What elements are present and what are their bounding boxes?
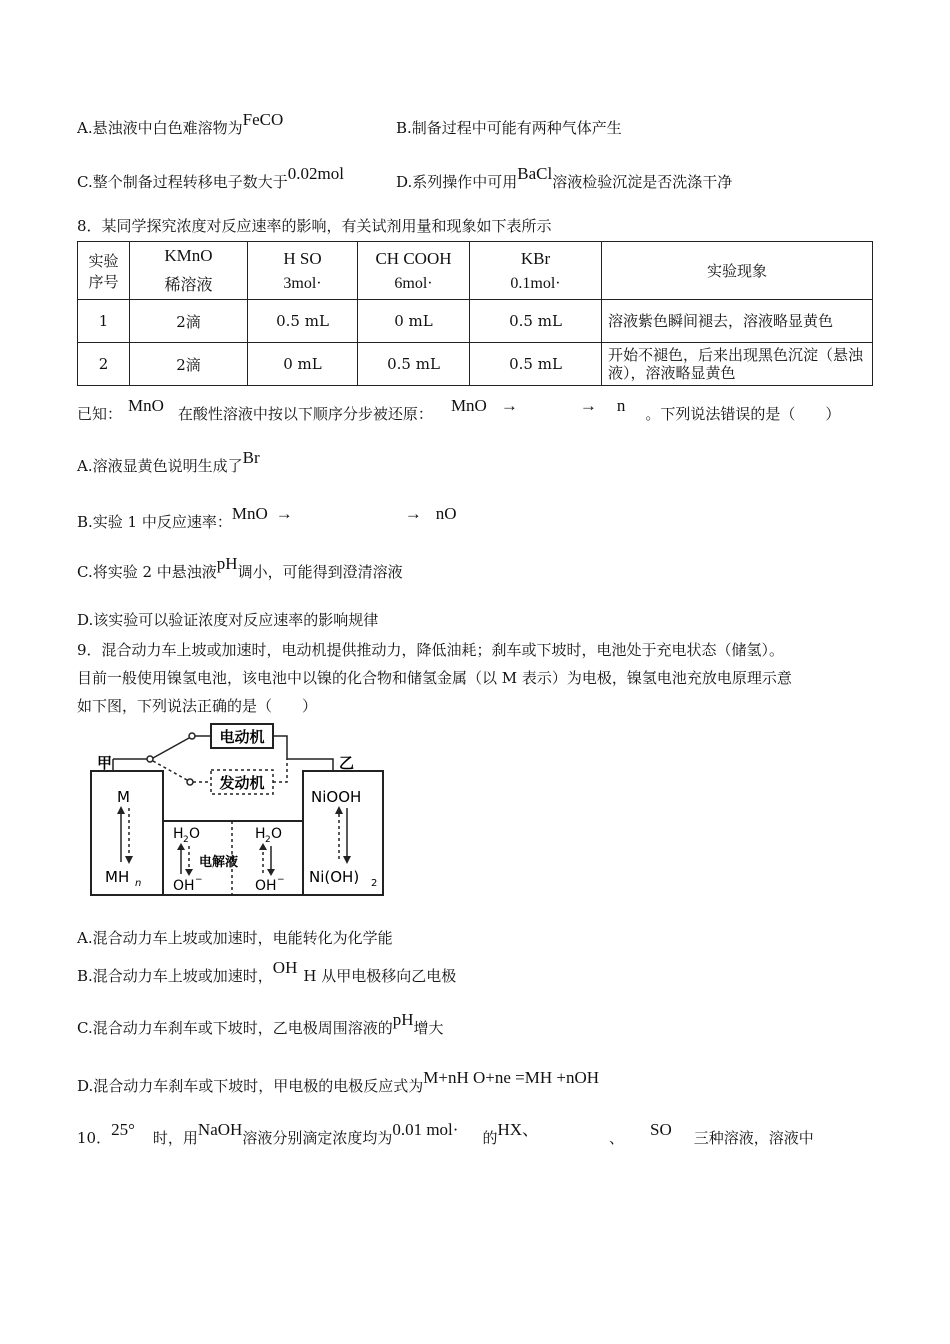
svg-text:NiOOH: NiOOH [311, 788, 362, 806]
svg-text:电解液: 电解液 [199, 855, 239, 870]
q8-known: 已知： MnO 在酸性溶液中按以下顺序分步被还原： MnO → → n 。下列说法错误的是（ ） [77, 396, 841, 423]
svg-text:2: 2 [183, 835, 189, 845]
q9-option-c: C.混合动力车刹车或下坡时，乙电极周围溶液的pH增大 [77, 1010, 444, 1037]
q7-option-d: D.系列操作中可用BaCl溶液检验沉淀是否洗涤干净 [396, 164, 733, 191]
header-cell: 实验现象 [602, 242, 873, 300]
header-cell: KMnO 稀溶液 [130, 242, 248, 300]
svg-text:OH: OH [173, 878, 195, 894]
q10-stem: 10．25° 时，用NaOH溶液分别滴定浓度均为0.01 mol· 的HX、 、 SO 三种溶液，溶液中 [77, 1120, 814, 1147]
svg-text:−: − [195, 875, 203, 885]
svg-text:乙: 乙 [339, 754, 355, 772]
formula: 0.02mol [287, 164, 344, 183]
q9-option-b: B.混合动力车上坡或加速时，OH H 从甲电极移向乙电极 [77, 958, 457, 985]
header-cell: CH COOH 6mol· [358, 242, 470, 300]
q9-stem-1: 9．混合动力车上坡或加速时，电动机提供推动力，降低油耗；刹车或下坡时，电池处于充电状态（储氢）。 [77, 641, 785, 659]
q8-option-d: D.该实验可以验证浓度对反应速率的影响规律 [77, 611, 379, 629]
svg-text:O: O [189, 826, 201, 842]
svg-text:H: H [173, 826, 184, 842]
header-cell: H SO 3mol· [248, 242, 358, 300]
svg-text:M: M [117, 788, 130, 806]
battery-diagram [77, 722, 397, 897]
svg-text:H: H [255, 826, 266, 842]
svg-text:2: 2 [371, 878, 378, 889]
svg-text:n: n [135, 878, 142, 889]
q9-stem-3: 如下图，下列说法正确的是（ ） [77, 697, 318, 715]
q8-option-a: A.溶液显黄色说明生成了Br [77, 448, 260, 475]
svg-text:−: − [277, 875, 285, 885]
q7-option-b: B.制备过程中可能有两种气体产生 [396, 119, 622, 137]
q9-option-d: D.混合动力车刹车或下坡时，甲电极的电极反应式为M+nH O+ne =MH +nOH [77, 1068, 600, 1095]
q7-option-c: C.整个制备过程转移电子数大于0.02mol [77, 164, 344, 191]
formula: BaCl [517, 164, 553, 183]
table-header-row [78, 242, 873, 300]
experiment-table [77, 241, 873, 386]
q7-option-a: A.悬浊液中白色难溶物为FeCO [77, 110, 284, 137]
table-row: 2 2滴 0 mL 0.5 mL 0.5 mL 开始不褪色，后来出现黑色沉淀（悬浊液），溶液略显黄色 [78, 343, 873, 386]
q8-option-c: C.将实验 2 中悬浊液pH调小，可能得到澄清溶液 [77, 554, 403, 581]
svg-text:O: O [271, 826, 283, 842]
q9-option-a: A.混合动力车上坡或加速时，电能转化为化学能 [77, 929, 393, 947]
header-cell: KBr 0.1mol· [470, 242, 602, 300]
svg-text:2: 2 [265, 835, 271, 845]
svg-text:甲: 甲 [97, 754, 113, 772]
svg-text:发动机: 发动机 [219, 774, 265, 792]
formula: FeCO [242, 110, 284, 129]
table-row: 1 2滴 0.5 mL 0 mL 0.5 mL 溶液紫色瞬间褪去，溶液略显黄色 [78, 300, 873, 343]
svg-text:MH: MH [105, 868, 130, 886]
svg-text:Ni(OH): Ni(OH) [309, 868, 360, 886]
svg-text:电动机: 电动机 [219, 728, 265, 746]
header-cell: 实验 序号 [78, 242, 130, 300]
svg-text:OH: OH [255, 878, 277, 894]
q8-option-b: B.实验 1 中反应速率：MnO → → nO [77, 504, 457, 531]
q9-stem-2: 目前一般使用镍氢电池，该电池中以镍的化合物和储氢金属（以 M 表示）为电极，镍氢电池充放电原理示意 [77, 669, 792, 687]
q8-stem: 8．某同学探究浓度对反应速率的影响，有关试剂用量和现象如下表所示 [77, 217, 552, 235]
